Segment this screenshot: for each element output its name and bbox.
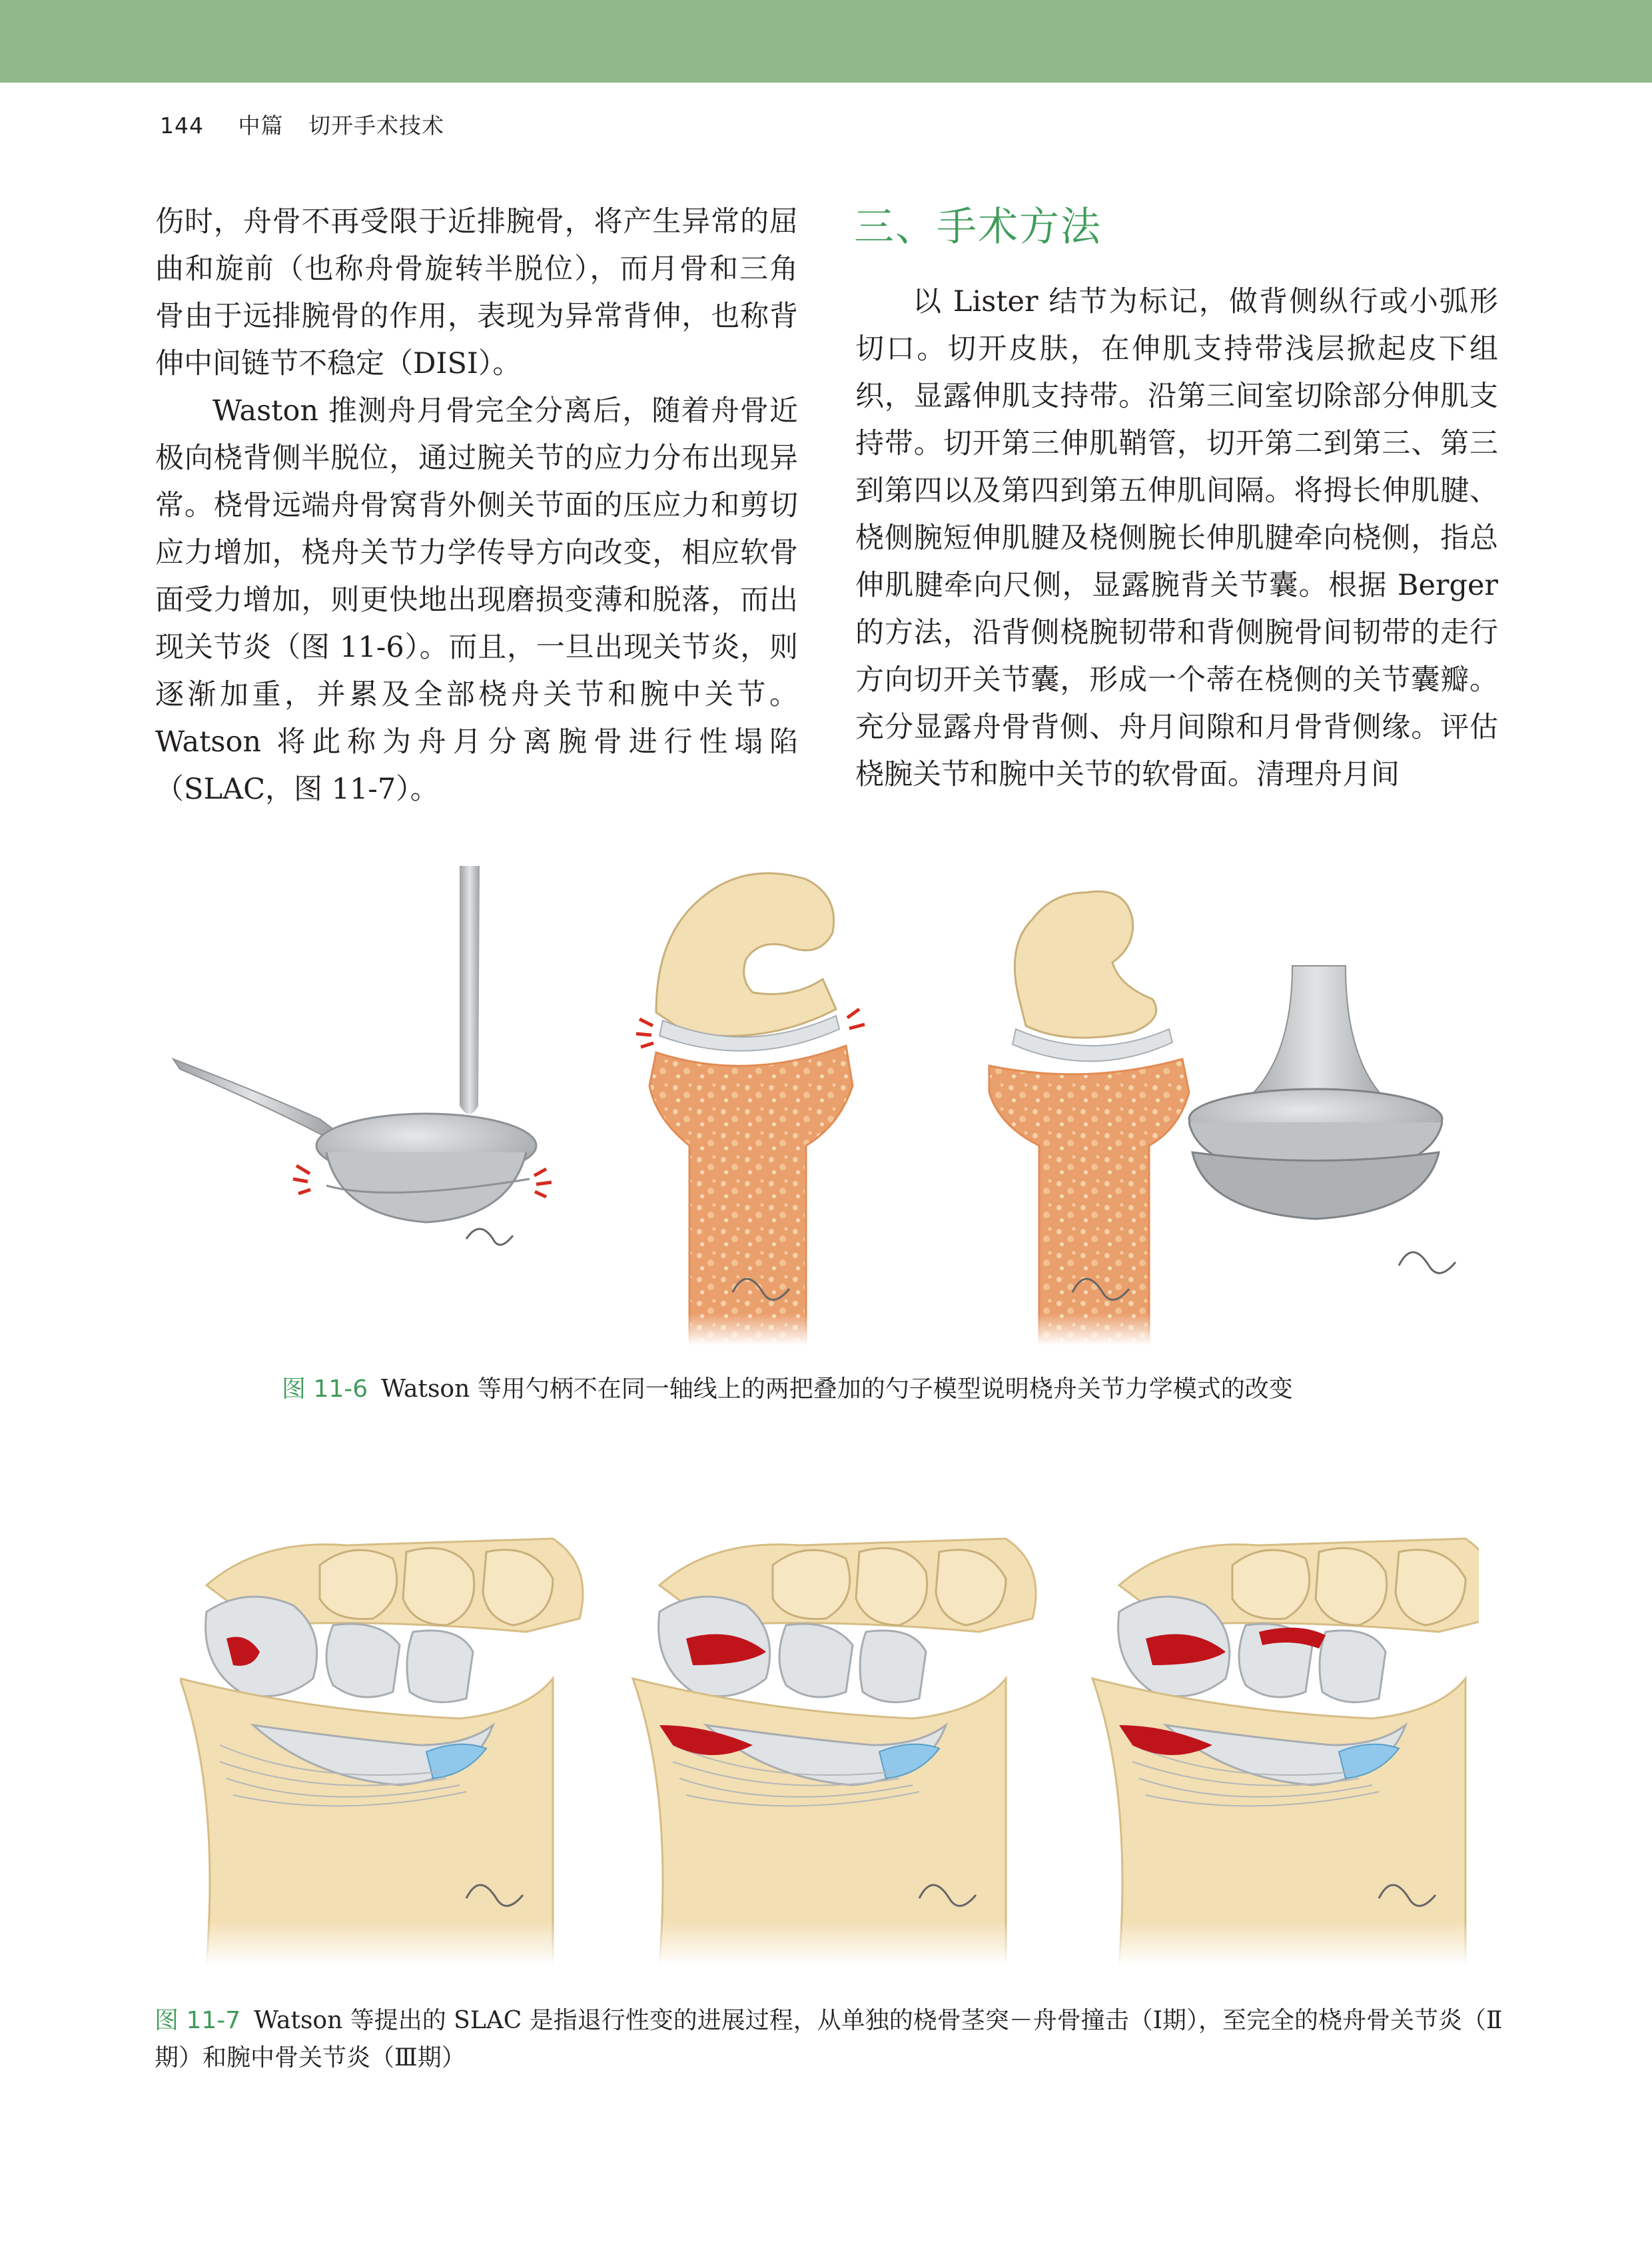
figure-11-7-illustration	[180, 1525, 1479, 1965]
section-title: 三、手术方法	[854, 204, 1102, 250]
running-head	[160, 109, 444, 140]
figure-11-7-text: Watson 等提出的 SLAC 是指退行性变的进展过程，从单独的桡骨茎突－舟骨撞击（Ⅰ期），至完全的桡舟骨关节炎（Ⅱ期）和腕中骨关节炎（Ⅲ期）	[155, 2007, 1503, 2071]
left-column	[155, 198, 798, 813]
slac-stage-2	[626, 1539, 1036, 1965]
radius-panel-tilted	[636, 873, 865, 1345]
chapter-title: 切开手术技术	[308, 113, 444, 139]
slac-stage-1	[180, 1539, 583, 1965]
spoon-panel-2	[1189, 966, 1455, 1273]
spoon-panel-1	[173, 866, 552, 1245]
figure-11-7-caption	[155, 2002, 1507, 2077]
right-column	[855, 278, 1498, 799]
left-paragraph-2: Waston 推测舟月骨完全分离后，随着舟骨近极向桡背侧半脱位，通过腕关节的应力分布出现异常。桡骨远端舟骨窝背外侧关节面的压应力和剪切应力增加，桡舟关节力学传导方向改变，相应软骨面受力增加，则更快地出现磨损变薄和脱落，而出现关节炎（图 11-6）。而且，一旦出现关节炎，则逐渐加重，并累及全部桡舟关节和腕中关节。Watson 将此称为舟月分离腕骨进行性塌陷（SLAC，图 11-7）。	[155, 394, 798, 806]
figure-11-6-label: 图 11-6	[282, 1375, 368, 1403]
figure-11-6-illustration	[167, 866, 1499, 1345]
figure-11-7-label: 图 11-7	[155, 2007, 241, 2034]
top-color-band	[0, 0, 1652, 83]
figure-11-6-text: Watson 等用勺柄不在同一轴线上的两把叠加的勺子模型说明桡舟关节力学模式的改变	[381, 1375, 1293, 1403]
radius-panel-aligned	[986, 891, 1199, 1345]
slac-stage-3	[1086, 1539, 1479, 1965]
part-title: 中篇	[238, 113, 284, 139]
right-paragraph-1: 以 Lister 结节为标记，做背侧纵行或小弧形切口。切开皮肤，在伸肌支持带浅层掀起皮下组织，显露伸肌支持带。沿第三间室切除部分伸肌支持带。切开第三伸肌鞘管，切开第二到第三、第三到第四以及第四到第五伸肌间隔。将拇长伸肌腱、桡侧腕短伸肌腱及桡侧腕长伸肌腱牵向桡侧，指总伸肌腱牵向尺侧，显露腕背关节囊。根据 Berger 的方法，沿背侧桡腕韧带和背侧腕骨间韧带的走行方向切开关节囊，形成一个蒂在桡侧的关节囊瓣。充分显露舟骨背侧、舟月间隙和月骨背侧缘。评估桡腕关节和腕中关节的软骨面。清理舟月间	[855, 285, 1498, 791]
figure-11-6-caption	[282, 1371, 1414, 1408]
page-number: 144	[160, 113, 204, 139]
left-paragraph-1: 伤时，舟骨不再受限于近排腕骨，将产生异常的屈曲和旋前（也称舟骨旋转半脱位），而月骨和三角骨由于远排腕骨的作用，表现为异常背伸，也称背伸中间链节不稳定（DISI）。	[155, 205, 798, 380]
